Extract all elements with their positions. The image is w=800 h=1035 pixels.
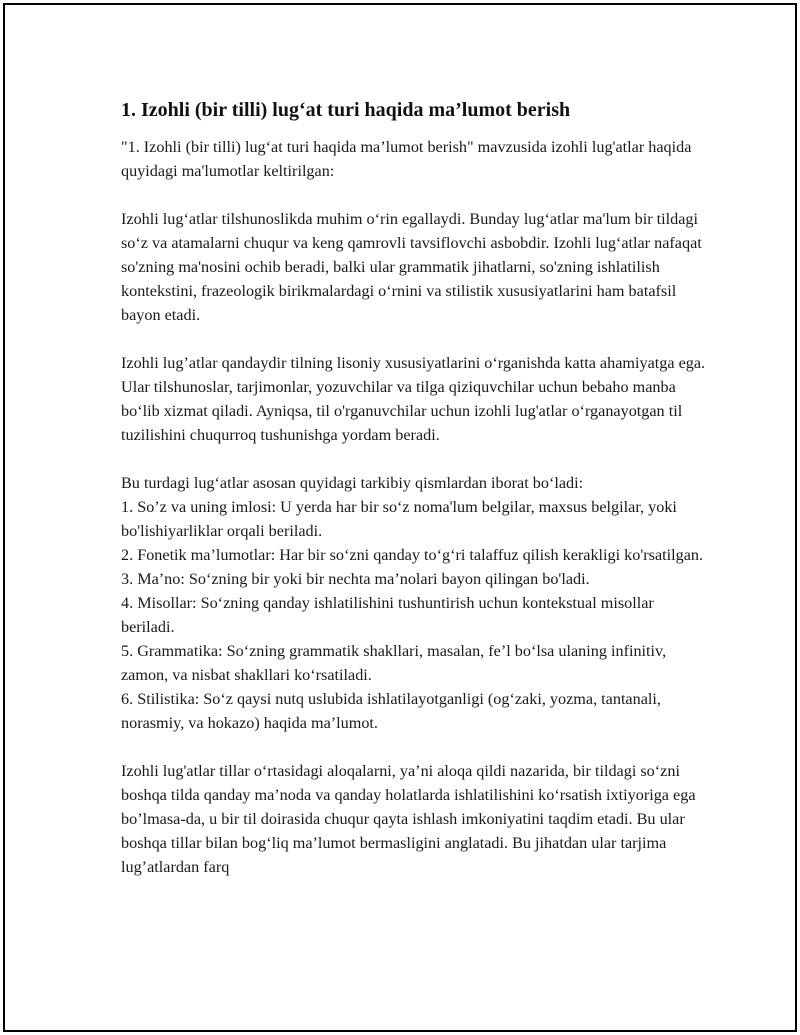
list-item: 6. Stilistika: So‘z qaysi nutq uslubida ishlatilayotganligi (og‘zaki, yozma, tantanali, norasmiy, va hokazo) haqida ma’lumot. bbox=[121, 690, 661, 732]
intro-paragraph: "1. Izohli (bir tilli) lug‘at turi haqida ma’lumot berish" mavzusida izohli lug'atlar haqida quyidagi ma'lumotlar keltirilgan: bbox=[121, 138, 692, 180]
paragraph-importance: Izohli lug‘atlar tilshunoslikda muhim o‘rin egallaydi. Bunday lug‘atlar ma'lum bir tildagi so‘z va atamalarni chuqur va keng qamrovli tavsiflovchi asbobdir. Izohli lug‘atlar nafaqat so'zning ma'nosini ochib beradi, balki ular grammatik jihatlarni, so'zning ishlatilish kontekstini, frazeologik birikmalardagi o‘rnini va stilistik xususiyatlarini ham batafsil bayon etadi. bbox=[121, 210, 702, 324]
list-item: 1. So’z va uning imlosi: U yerda har bir so‘z noma'lum belgilar, maxsus belgilar, yoki bo'lishiyarliklar orqali beriladi. bbox=[121, 498, 677, 540]
list-intro: Bu turdagi lug‘atlar asosan quyidagi tarkibiy qismlardan iborat bo‘ladi: bbox=[121, 474, 584, 492]
list-item: 4. Misollar: So‘zning qanday ishlatilishini tushuntirish uchun kontekstual misollar beriladi. bbox=[121, 594, 654, 636]
closing-paragraph: Izohli lug'atlar tillar o‘rtasidagi aloqalarni, ya’ni aloqa qildi nazarida, bir tildagi so‘zni boshqa tilda qanday ma’noda va qanday holatlarda ishlatilishini ko‘rsatish ixtiyoriga ega bo’lmasa-da, u bir til doirasida chuqur qayta ishlash imkoniyatini taqdim etadi. Bu ular boshqa tillar bilan bog‘liq ma’lumot bermasligini anglatadi. Bu jihatdan ular tarjima lug’atlardan farq bbox=[121, 762, 696, 876]
document-page bbox=[3, 3, 797, 1032]
list-item: 5. Grammatika: So‘zning grammatik shakllari, masalan, fe’l bo‘lsa ulaning infinitiv, zamon, va nisbat shakllari ko‘rsatiladi. bbox=[121, 642, 667, 684]
document-body bbox=[121, 97, 707, 903]
document-title: 1. Izohli (bir tilli) lug‘at turi haqida ma’lumot berish bbox=[121, 99, 571, 121]
list-item: 2. Fonetik ma’lumotlar: Har bir so‘zni qanday to‘g‘ri talaffuz qilish kerakligi ko'rsatilgan. bbox=[121, 546, 704, 564]
components-list bbox=[121, 471, 707, 735]
list-item: 3. Ma’no: So‘zning bir yoki bir nechta ma’nolari bayon qilingan bo'ladi. bbox=[121, 570, 590, 588]
paragraph-significance: Izohli lug’atlar qandaydir tilning lisoniy xususiyatlarini o‘rganishda katta ahamiyatga ega. Ular tilshunoslar, tarjimonlar, yozuvchilar va tilga qiziquvchilar uchun bebaho manba bo‘lib xizmat qiladi. Ayniqsa, til o'rganuvchilar uchun izohli lug'atlar o‘rganayotgan til tuzilishini chuqurroq tushunishga yordam beradi. bbox=[121, 354, 706, 444]
